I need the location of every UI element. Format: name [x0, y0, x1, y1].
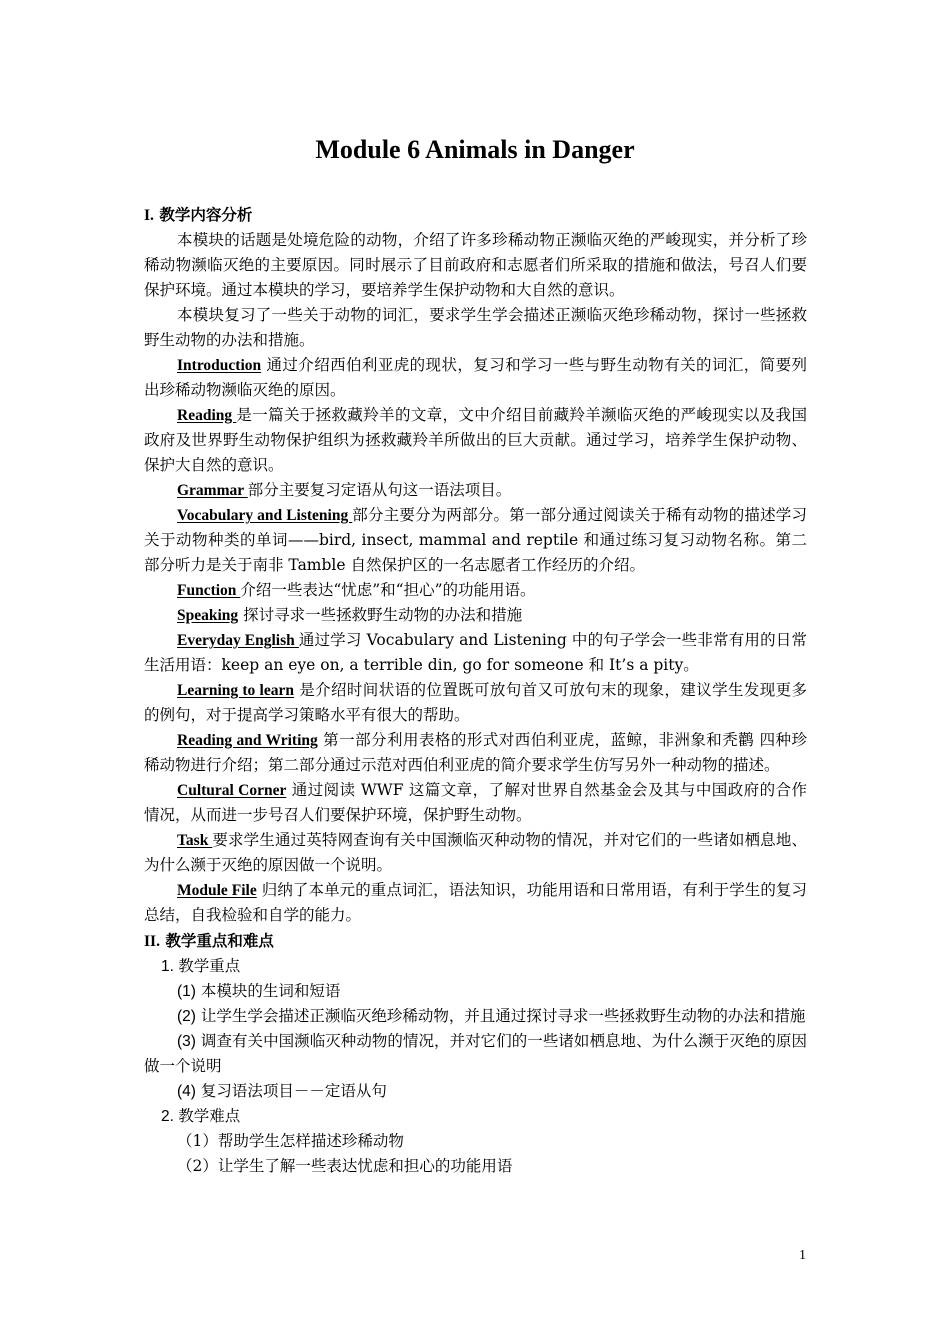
point-number: （2） — [177, 1157, 218, 1175]
item-label: Function — [177, 582, 241, 599]
content-item — [144, 603, 807, 628]
item-label: Grammar — [177, 482, 248, 499]
item-text: 介绍一些表达“忧虑”和“担心”的功能用语。 — [240, 581, 536, 599]
item-text: 部分主要复习定语从句这一语法项目。 — [247, 481, 512, 499]
item-label: Everyday English — [177, 632, 299, 649]
item-label: Speaking — [177, 607, 239, 624]
item-text: 要求学生通过英特网查询有关中国濒临灭种动物的情况，并对它们的一些诸如栖息地、为什么濒于灭绝的原因做一个说明。 — [144, 831, 807, 874]
content-item — [144, 403, 807, 478]
point-text: 复习语法项目－－定语从句 — [195, 1082, 387, 1100]
paragraph: 本模块复习了一些关于动物的词汇，要求学生学会描述正濒临灭绝珍稀动物，探讨一些拯救野生动物的办法和措施。 — [144, 306, 807, 349]
point-number: (2) — [177, 1008, 196, 1025]
point-number: (3) — [177, 1033, 196, 1050]
content-item — [144, 728, 807, 778]
item-text: 部分主要分为两部分。第一部分通过阅读关于稀有动物的描述学习关于动物种类的单词——bird, insect, mammal and reptile 和通过练习复习动物名称。第二部分听力是关于南非 Tamble 自然保护区的一名志愿者工作经历的介绍。 — [144, 506, 807, 574]
section-heading-1 — [144, 202, 807, 228]
subsection-number: 1. — [161, 958, 174, 975]
point-number: （1） — [177, 1132, 218, 1150]
section-number: II. — [144, 933, 160, 950]
page-number: 1 — [799, 1248, 806, 1263]
item-text: 探讨寻求一些拯救野生动物的办法和措施 — [238, 606, 523, 624]
subsection-key-points — [144, 954, 807, 979]
content-item — [144, 678, 807, 728]
key-point — [144, 979, 807, 1004]
content-item — [144, 828, 807, 878]
content-item — [144, 503, 807, 578]
subsection-number: 2. — [161, 1108, 174, 1125]
paragraph: 本模块的话题是处境危险的动物，介绍了许多珍稀动物正濒临灭绝的严峻现实，并分析了珍稀动物濒临灭绝的主要原因。同时展示了目前政府和志愿者们所采取的措施和做法，号召人们要保护环境。通过本模块的学习，要培养学生保护动物和大自然的意识。 — [144, 231, 807, 299]
content-item — [144, 478, 807, 503]
point-text: 本模块的生词和短语 — [195, 982, 341, 1000]
item-text: 是一篇关于拯救藏羚羊的文章，文中介绍目前藏羚羊濒临灭绝的严峻现实以及我国政府及世界野生动物保护组织为拯救藏羚羊所做出的巨大贡献。通过学习，培养学生保护动物、保护大自然的意识。 — [144, 406, 807, 474]
section-title: 教学重点和难点 — [165, 931, 274, 950]
item-text: 第一部分利用表格的形式对西伯利亚虎，蓝鲸，非洲象和秃鹳 四种珍稀动物进行介绍；第二部分通过示范对西伯利亚虎的简介要求学生仿写另外一种动物的描述。 — [144, 731, 808, 774]
section-title: 教学内容分析 — [159, 205, 253, 224]
point-text: 让学生了解一些表达忧虑和担心的功能用语 — [217, 1157, 513, 1175]
point-number: (4) — [177, 1083, 196, 1100]
item-label: Cultural Corner — [177, 782, 287, 799]
section-heading-2 — [144, 928, 807, 954]
section-number: I. — [144, 207, 154, 224]
item-label: Task — [177, 832, 213, 849]
item-text: 是介绍时间状语的位置既可放句首又可放句末的现象，建议学生发现更多的例句，对于提高学习策略水平有很大的帮助。 — [144, 681, 807, 724]
key-point — [144, 1029, 807, 1079]
key-point — [144, 1004, 807, 1029]
point-number: (1) — [177, 983, 196, 1000]
item-text: 归纳了本单元的重点词汇，语法知识，功能用语和日常用语，有利于学生的复习总结，自我检验和自学的能力。 — [144, 881, 807, 924]
difficult-point — [144, 1129, 807, 1154]
point-text: 调查有关中国濒临灭种动物的情况，并对它们的一些诸如栖息地、为什么濒于灭绝的原因做一个说明 — [144, 1032, 807, 1075]
content-item — [144, 353, 807, 403]
item-label: Vocabulary and Listening — [177, 507, 353, 524]
item-label: Reading and Writing — [177, 732, 318, 749]
subsection-difficult-points — [144, 1104, 807, 1129]
difficult-point — [144, 1154, 807, 1179]
key-point — [144, 1079, 807, 1104]
point-text: 帮助学生怎样描述珍稀动物 — [217, 1132, 404, 1150]
point-text: 让学生学会描述正濒临灭绝珍稀动物，并且通过探讨寻求一些拯救野生动物的办法和措施 — [195, 1007, 806, 1025]
content-item — [144, 628, 807, 678]
content-item — [144, 778, 807, 828]
item-label: Module File — [177, 882, 257, 899]
content-item — [144, 878, 807, 928]
document-body — [144, 202, 807, 1179]
item-text: 通过学习 Vocabulary and Listening 中的句子学会一些非常有用的日常生活用语：keep an eye on, a terrible din, go for someone 和 It’s a pity。 — [144, 631, 807, 674]
item-label: Introduction — [177, 357, 262, 374]
item-label: Reading — [177, 407, 237, 424]
subsection-label: 教学难点 — [178, 1107, 241, 1125]
item-label: Learning to learn — [177, 682, 294, 699]
subsection-label: 教学重点 — [178, 957, 241, 975]
document-title: Module 6 Animals in Danger — [315, 135, 635, 164]
item-text: 通过阅读 WWF 这篇文章，了解对世界自然基金会及其与中国政府的合作情况，从而进一步号召人们要保护环境，保护野生动物。 — [144, 781, 807, 824]
content-item — [144, 578, 807, 603]
item-text: 通过介绍西伯利亚虎的现状，复习和学习一些与野生动物有关的词汇，简要列出珍稀动物濒临灭绝的原因。 — [144, 356, 807, 399]
